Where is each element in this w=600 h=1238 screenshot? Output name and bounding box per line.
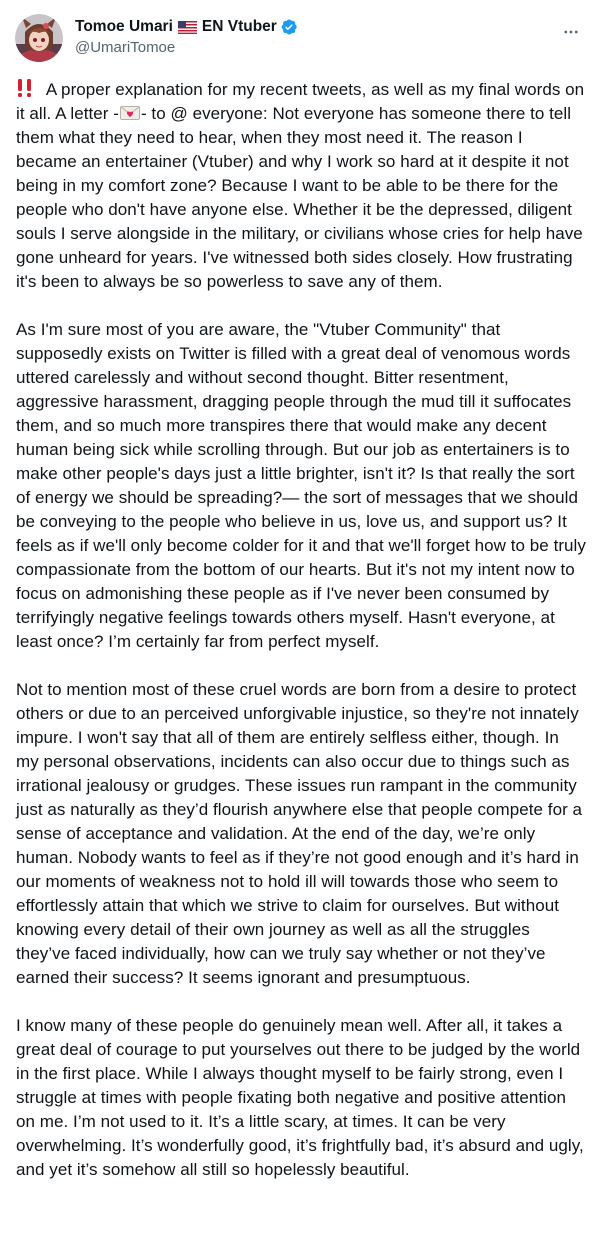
tweet-header (15, 12, 585, 62)
tweet-paragraph-1 (16, 78, 586, 294)
tweet-paragraph-1-part-b: - to @ everyone: Not everyone has someone there to tell them what they need to hear, when they most need it. The reason I became an entertainer (Vtuber) and why I work so hard at it despite it not being in my comfort zone? Because I want to be able to be there for the people who don't have anyone else. Whether it be the depressed, diligent souls I serve alongside in the military, or civilians whose cries for help have gone unheard for years. I've witnessed both sides closely. How frustrating it's been to always be so powerless to save any of them. (16, 104, 583, 291)
display-name[interactable]: Tomoe Umari (75, 18, 173, 35)
author-handle[interactable]: @UmariTomoe (75, 39, 176, 56)
author-names (75, 17, 535, 58)
tweet-paragraph-2: As I'm sure most of you are aware, the "Vtuber Community" that supposedly exists on Twitter is filled with a great deal of venomous words uttered carelessly and without second thought. Bitter resentment, aggressive harassment, dragging people through the mud till it suffocates them, and so much more transpires there that would make any decent human being sick while scrolling through. But our job as entertainers is to make other people's days just a little brighter, isn't it? Is that really the sort of energy we should be spreading?— the sort of messages that we should be conveying to the people who believe in us, love us, and support us? It feels as if we'll only become colder for it and that we'll forget how to be truly compassionate from the bottom of our hearts. But it's not my intent now to focus on admonishing these people as if I've never been consumed by terrifyingly negative feelings towards others myself. Hasn't everyone, at least once? I’m certainly far from perfect myself. (16, 320, 586, 651)
tweet-paragraph-4: I know many of these people do genuinely mean well. After all, it takes a great deal of courage to put yourselves out there to be judged by the world in the first place. While I always thought myself to be fairly strong, even I struggle at times with people fixating both negative and positive attention on me. I’m not used to it. It’s a little scary, at times. It can be very overwhelming. It’s wonderfully good, it’s frightfully bad, it’s absurd and ugly, and yet it’s somehow all still so hopelessly beautiful. (16, 1016, 584, 1179)
display-name-suffix[interactable]: EN Vtuber (201, 18, 277, 35)
tweet-text (16, 78, 586, 1206)
love-letter-icon (120, 104, 140, 120)
verified-badge-icon[interactable] (280, 18, 298, 36)
more-icon (562, 23, 580, 41)
more-options-button[interactable] (557, 18, 585, 46)
avatar[interactable] (15, 14, 63, 62)
double-exclamation-icon (16, 78, 34, 98)
tweet-paragraph-1-part-a: A proper explanation for my recent tweets, as well as my final words on it all. A letter - (16, 80, 585, 123)
display-name-row[interactable] (75, 17, 535, 37)
tweet-paragraph-3: Not to mention most of these cruel words are born from a desire to protect others or due to an perceived unforgivable injustice, so they're not innately impure. I won't say that all of them are entirely selfless either, though. In my personal observations, incidents can also occur due to things such as irrational jealousy or grudges. These issues run rampant in the community just as naturally as they’d flourish anywhere else that people compete for a sense of acceptance and validation. At the end of the day, we’re only human. Nobody wants to feel as if they’re not good enough and it’s hard in our moments of weakness not to hold ill will towards those who seem to effortlessly attain that which we strive to claim for ourselves. But without knowing every detail of their own journey as well as all the struggles they’ve faced individually, how can we truly say whether or not they’ve earned their success? It seems ignorant and presumptuous. (16, 680, 583, 987)
avatar-image (15, 14, 63, 62)
us-flag-icon (178, 21, 197, 34)
